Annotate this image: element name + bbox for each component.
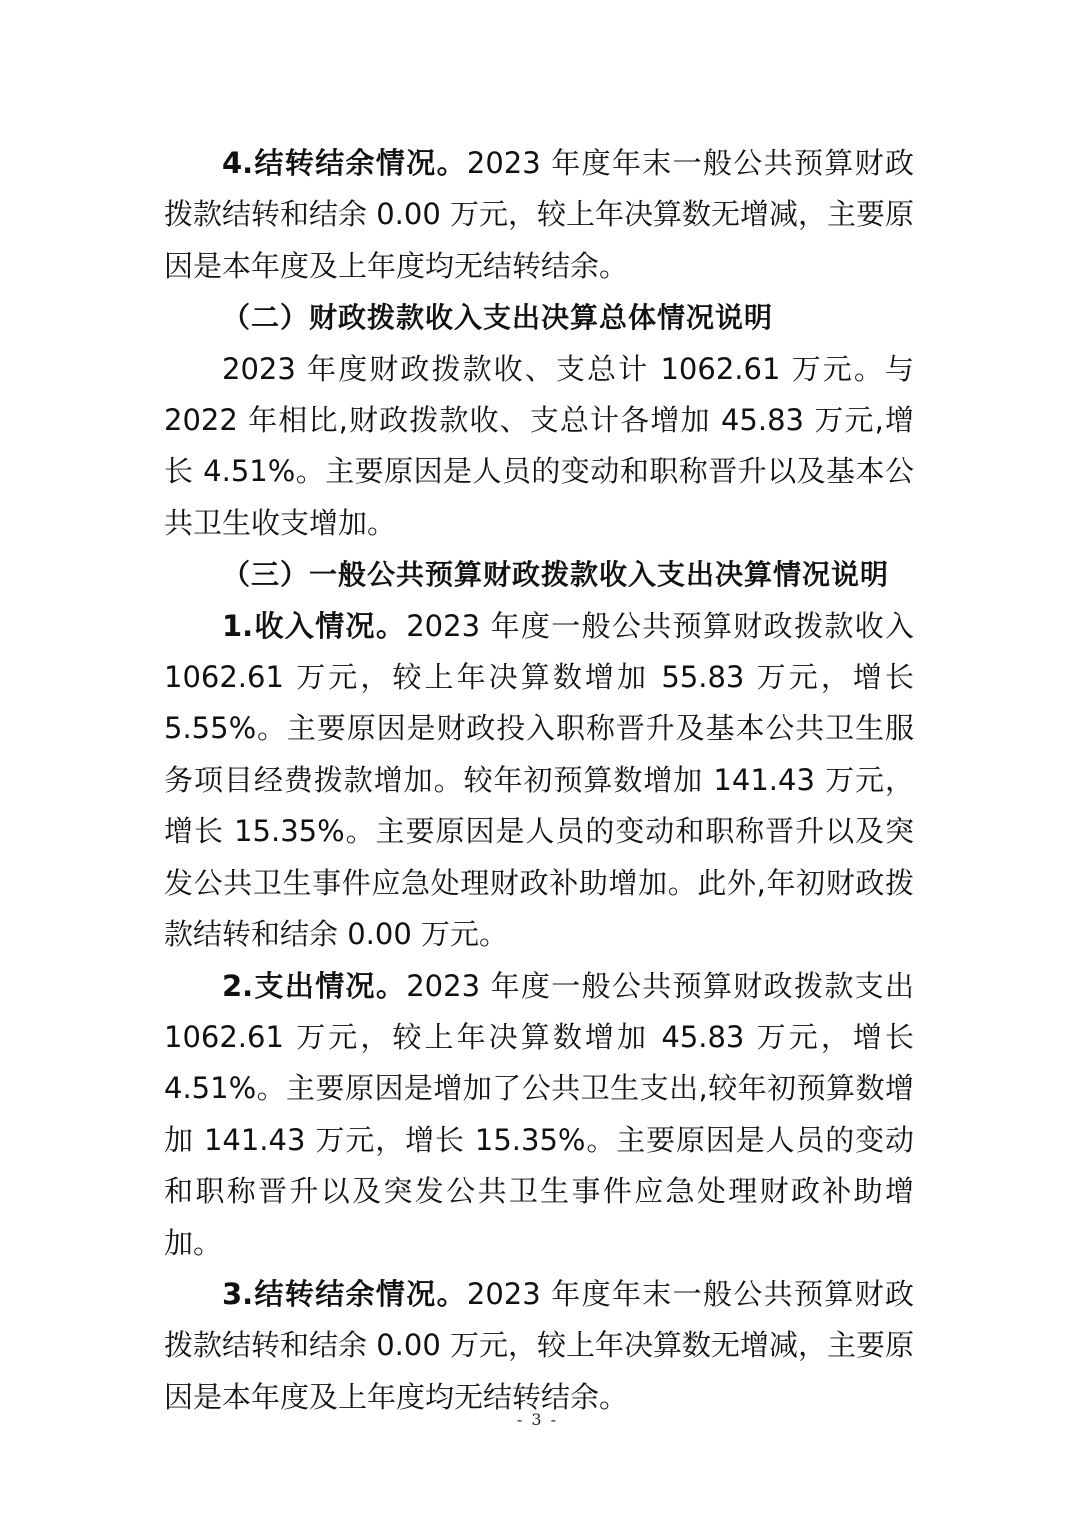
paragraph-text: 2023 年度财政拨款收、支总计 1062.61 万元。与 2022 年相比,财政拨款收、支总计各增加 45.83 万元,增长 4.51%。主要原因是人员的变动和职称晋升以及基本公共卫生收支增加。 [164,351,914,540]
section-heading-2: （二）财政拨款收入支出决算总体情况说明 [222,301,774,335]
paragraph-text: 2023 年度年末一般公共预算财政拨款结转和结余 0.00 万元，较上年决算数无增减，主要原因是本年度及上年度均无结转结余。 [164,146,915,283]
paragraph-text: 2023 年度一般公共预算财政拨款支出 1062.61 万元，较上年决算数增加 45.83 万元，增长 4.51%。主要原因是增加了公共卫生支出,较年初预算数增加 141.43 万元，增长 15.35%。主要原因是人员的变动和职称晋升以及突发公共卫生事件应急处理财政补助增加。 [164,968,914,1260]
paragraph-lead: 1.收入情况。 [222,608,407,643]
paragraph-income [164,601,914,961]
paragraph-lead: 3.结转结余情况。 [222,1276,467,1311]
paragraph-carryover-balance-3 [164,1269,914,1423]
paragraph-text: 2023 年度年末一般公共预算财政拨款结转和结余 0.00 万元，较上年决算数无增减，主要原因是本年度及上年度均无结转结余。 [164,1276,915,1414]
page-number: - 3 - [516,1410,559,1429]
paragraph-overall-summary [164,344,914,550]
section-heading-3: （三）一般公共预算财政拨款收入支出决算情况说明 [222,558,890,592]
paragraph-lead: 2.支出情况。 [222,968,407,1003]
paragraph-lead: 4.结转结余情况。 [222,146,467,180]
paragraph-text: 2023 年度一般公共预算财政拨款收入 1062.61 万元，较上年决算数增加 55.83 万元，增长 5.55%。主要原因是财政投入职称晋升及基本公共卫生服务项目经费拨款增加。较年初预算数增加 141.43 万元，增长 15.35%。主要原因是人员的变动和职称晋升以及突发公共卫生事件应急处理财政补助增加。此外,年初财政拨款结转和结余 0.00 万元。 [164,608,914,952]
paragraph-expenditure [164,961,914,1269]
paragraph-carryover-balance-4 [164,138,914,292]
document-body [164,138,914,1423]
